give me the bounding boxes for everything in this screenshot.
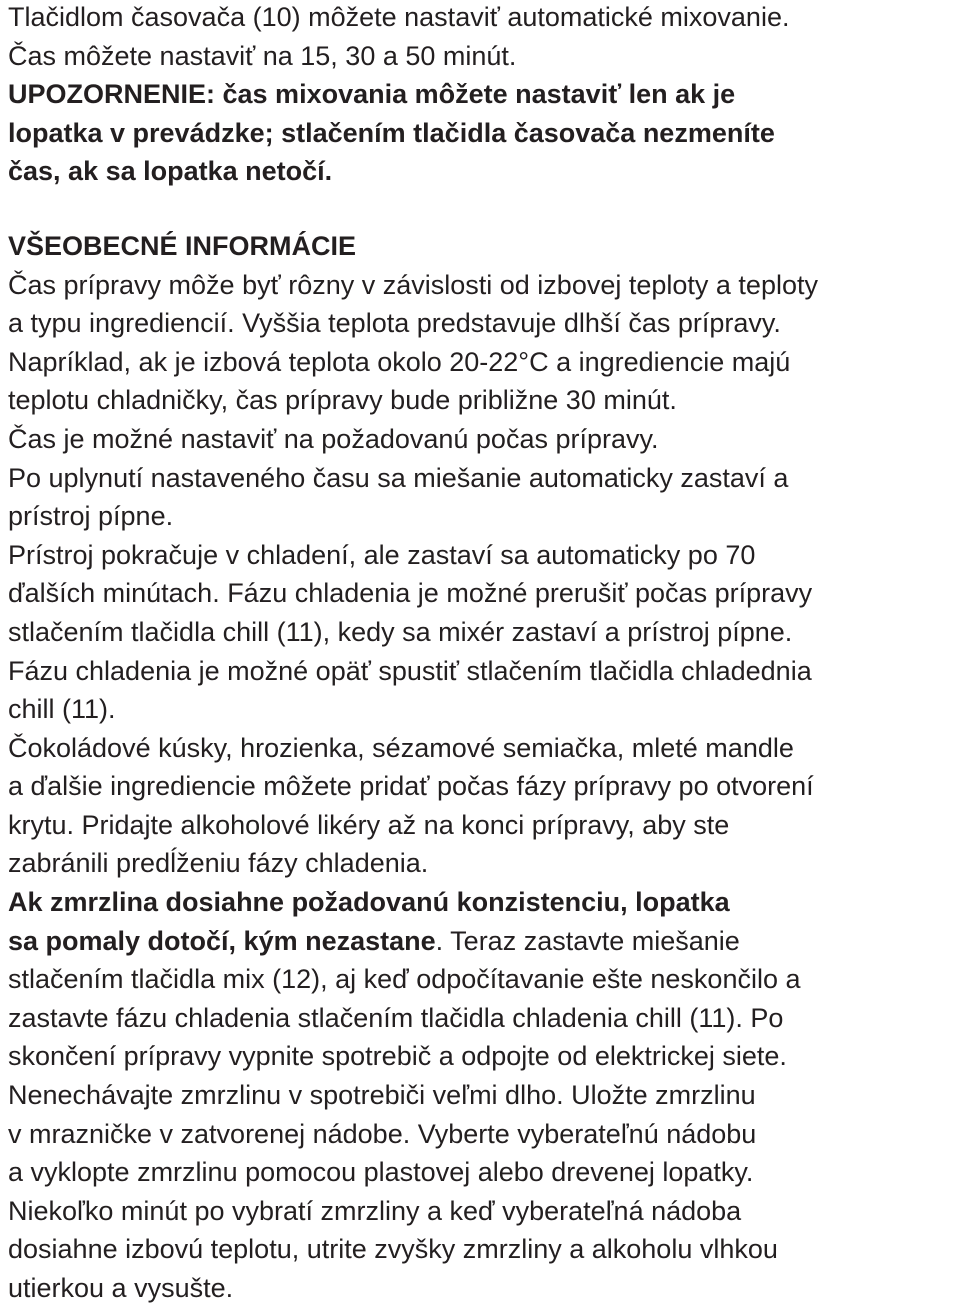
- timer-section: [8, 0, 960, 191]
- body-line: a ďalšie ingrediencie môžete pridať počas fázy prípravy po otvorení: [8, 771, 814, 802]
- body-line: v mrazničke v zatvorenej nádobe. Vyberte vyberateľnú nádobu: [8, 1118, 757, 1149]
- body-line: ďalších minútach. Fázu chladenia je možné prerušiť počas prípravy: [8, 578, 813, 609]
- body-line: Fázu chladenia je možné opäť spustiť stlačením tlačidla chladednia: [8, 655, 812, 686]
- bold-instruction-line-1: Ak zmrzlina dosiahne požadovanú konzistenciu, lopatka: [8, 887, 730, 918]
- body-line: stlačením tlačidla chill (11), kedy sa mixér zastaví a prístroj pípne.: [8, 616, 793, 647]
- warning-line-1: UPOZORNENIE: čas mixovania môžete nastaviť len ak je: [8, 79, 736, 110]
- body-line: stlačením tlačidla mix (12), aj keď odpočítavanie ešte neskončilo a: [8, 964, 801, 995]
- body-line: teplotu chladničky, čas prípravy bude približne 30 minút.: [8, 385, 677, 416]
- body-line: Čas prípravy môže byť rôzny v závislosti od izbovej teploty a teploty: [8, 269, 818, 300]
- body-line: Po uplynutí nastaveného času sa miešanie automaticky zastaví a: [8, 462, 789, 493]
- warning-line-3: čas, ak sa lopatka netočí.: [8, 156, 333, 187]
- body-line: zastavte fázu chladenia stlačením tlačidla chladenia chill (11). Po: [8, 1002, 784, 1033]
- bold-instruction-line-2: sa pomaly dotočí, kým nezastane: [8, 925, 436, 956]
- timer-line-1: Tlačidlom časovača (10) môžete nastaviť automatické mixovanie.: [8, 2, 790, 32]
- warning-line-2: lopatka v prevádzke; stlačením tlačidla časovača nezmeníte: [8, 117, 775, 148]
- body-line: dosiahne izbovú teplotu, utrite zvyšky zmrzliny a alkoholu vlhkou: [8, 1234, 778, 1265]
- body-line: Prístroj pokračuje v chladení, ale zastaví sa automaticky po 70: [8, 539, 756, 570]
- body-line: utierkou a vysušte.: [8, 1273, 234, 1303]
- body-line: a typu ingrediencií. Vyššia teplota predstavuje dlhší čas prípravy.: [8, 308, 781, 339]
- body-line: Napríklad, ak je izbová teplota okolo 20-22°C a ingrediencie majú: [8, 346, 791, 377]
- section-spacer: [8, 191, 960, 227]
- general-section: [8, 227, 960, 1308]
- timer-line-2: Čas môžete nastaviť na 15, 30 a 50 minút.: [8, 40, 517, 71]
- body-line: skončení prípravy vypnite spotrebič a odpojte od elektrickej siete.: [8, 1041, 787, 1072]
- mixed-instruction-line: [8, 922, 960, 961]
- body-line: chill (11).: [8, 694, 116, 725]
- general-heading: VŠEOBECNÉ INFORMÁCIE: [8, 230, 357, 261]
- body-line: prístroj pípne.: [8, 501, 174, 532]
- body-line: Nenechávajte zmrzlinu v spotrebiči veľmi dlho. Uložte zmrzlinu: [8, 1080, 756, 1111]
- body-line: Čokoládové kúsky, hrozienka, sézamové semiačka, mleté mandle: [8, 732, 794, 763]
- body-line: a vyklopte zmrzlinu pomocou plastovej alebo drevenej lopatky.: [8, 1157, 754, 1188]
- body-line: zabránili predĺženiu fázy chladenia.: [8, 848, 429, 879]
- body-line: krytu. Pridajte alkoholové likéry až na konci prípravy, aby ste: [8, 809, 730, 840]
- body-line: Čas je možné nastaviť na požadovanú počas prípravy.: [8, 423, 659, 454]
- body-line: Niekoľko minút po vybratí zmrzliny a keď vyberateľná nádoba: [8, 1195, 742, 1226]
- instruction-continuation: . Teraz zastavte miešanie: [435, 925, 740, 956]
